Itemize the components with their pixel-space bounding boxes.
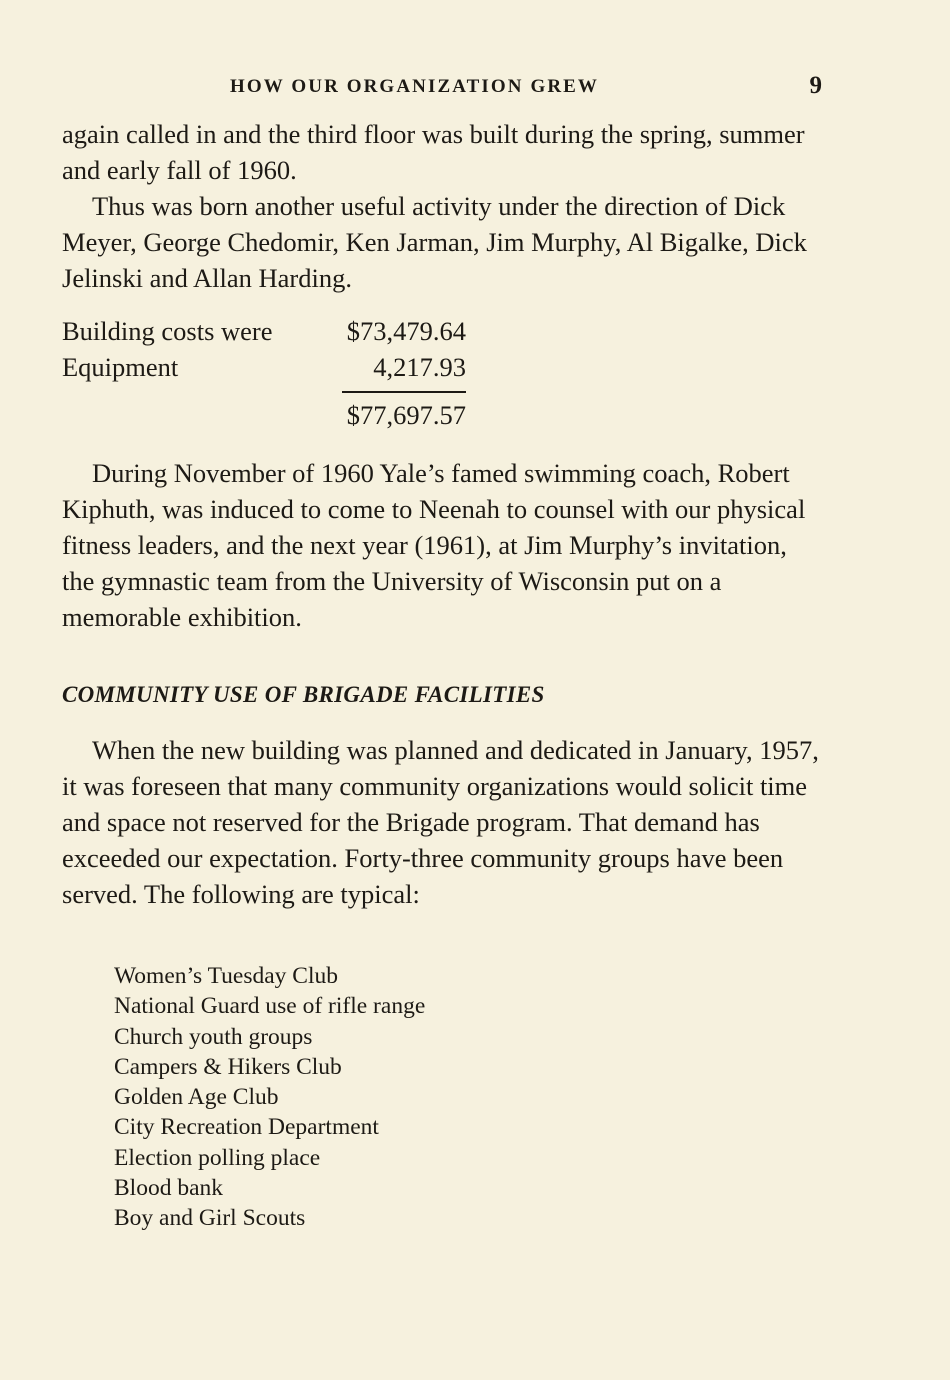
list-item: Church youth groups <box>114 1023 313 1050</box>
cost-table <box>62 313 482 433</box>
building-costs-value: $73,479.64 <box>346 316 466 346</box>
paragraph-community-use: When the new building was planned and dedicated in January, 1957, it was foreseen that many community organizations would solicit time and space not reserved for the Brigade program. That demand has exceeded our expectation. Forty-three community groups have been served. The following are typical: <box>62 735 819 909</box>
paragraph-third-floor: again called in and the third floor was built during the spring, summer and early fall of 1960. <box>62 119 805 185</box>
equipment-label: Equipment <box>62 352 179 382</box>
paragraph-kiphuth-visit: During November of 1960 Yale’s famed swimming coach, Robert Kiphuth, was induced to come to Neenah to counsel with our physical fitness leaders, and the next year (1961), at Jim Murphy’s invitation, the gymnastic team from the University of Wisconsin put on a memorable exhibition. <box>62 458 806 632</box>
list-item: Blood bank <box>114 1175 224 1202</box>
list-item: Election polling place <box>114 1144 321 1171</box>
paragraph-activity-leaders: Thus was born another useful activity under the direction of Dick Meyer, George Chedomir, Ken Jarman, Jim Murphy, Al Bigalke, Dick Jelinski and Allan Harding. <box>62 191 807 293</box>
cost-row-total <box>62 397 482 433</box>
list-item: Golden Age Club <box>114 1084 279 1111</box>
section-heading: COMMUNITY USE OF BRIGADE FACILITIES <box>62 682 545 707</box>
cost-row-equipment <box>62 349 482 385</box>
community-groups-list <box>114 961 425 1234</box>
list-item: City Recreation Department <box>114 1114 379 1141</box>
list-item: Boy and Girl Scouts <box>114 1205 306 1232</box>
equipment-value: 4,217.93 <box>373 352 466 382</box>
list-item: Women’s Tuesday Club <box>114 963 338 989</box>
page-number: 9 <box>809 72 822 99</box>
list-item: Campers & Hikers Club <box>114 1053 342 1080</box>
list-item: National Guard use of rifle range <box>114 993 426 1020</box>
running-title: HOW OUR ORGANIZATION GREW <box>230 76 600 97</box>
building-costs-label: Building costs were <box>62 316 273 346</box>
running-header <box>62 72 822 100</box>
sum-rule <box>342 391 466 393</box>
total-cost-value: $77,697.57 <box>346 400 466 430</box>
cost-row-building <box>62 313 482 349</box>
